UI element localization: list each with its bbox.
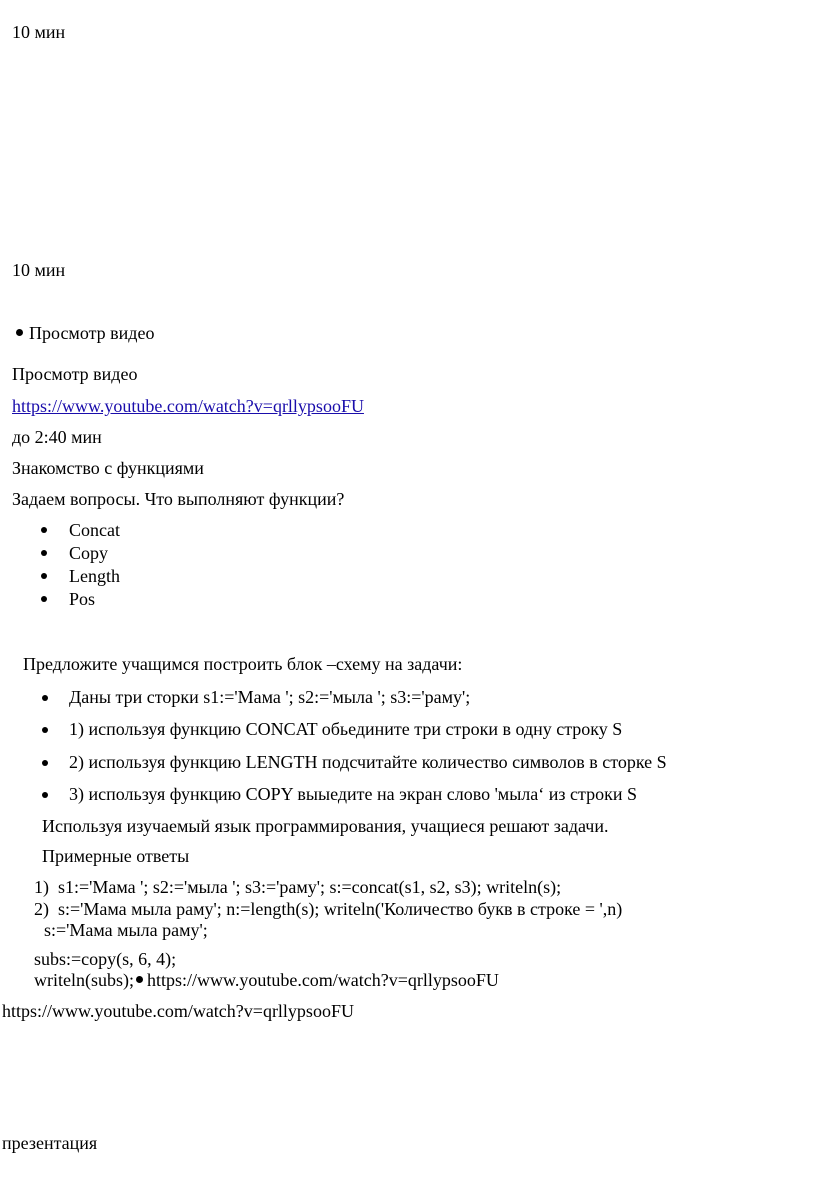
time-label: 10 мин: [12, 22, 66, 42]
time-label: 10 мин: [12, 260, 66, 280]
bottom-link[interactable]: https://www.youtube.com/watch?v=qrllypsooFU: [2, 1001, 354, 1021]
task-item: 3) используя функцию COPY выыедите на экран слово 'мыла‘ из строки S: [69, 784, 637, 804]
answers-title: Примерные ответы: [42, 846, 190, 866]
bullet-icon: [41, 527, 47, 533]
inline-link[interactable]: https://www.youtube.com/watch?v=qrllypsooFU: [146, 970, 499, 990]
bullet-heading: [16, 322, 154, 344]
bullet-icon: [42, 792, 48, 798]
bullet-icon: [136, 976, 143, 983]
answer-number: 1): [34, 877, 49, 897]
task-item: Даны три сторки s1:='Мама '; s2:='мыла '; s3:='раму';: [69, 687, 471, 707]
answer-text: s:='Мама мыла раму'; n:=length(s); writeln('Количество букв в строке = ',n): [58, 899, 623, 919]
bullet-heading-text: Просмотр видео: [29, 323, 155, 343]
answer-number: 2): [34, 899, 49, 919]
bullet-icon: [41, 596, 47, 602]
answer-item: [34, 876, 561, 898]
function-item: Length: [69, 566, 120, 586]
answer-item: [34, 898, 622, 920]
video-link[interactable]: https://www.youtube.com/watch?v=qrllypsooFU: [12, 396, 364, 416]
bullet-icon: [16, 329, 23, 336]
until-time: до 2:40 мин: [12, 427, 102, 447]
task-intro: Предложите учащимся построить блок –схему на задачи:: [23, 654, 463, 674]
answer-text: s1:='Мама '; s2:='мыла '; s3:='раму'; s:=concat(s1, s2, s3); writeln(s);: [58, 877, 562, 897]
task-item: 1) используя функцию CONCAT обьедините три строки в одну строку S: [69, 719, 623, 739]
task-item: 2) используя функцию LENGTH подсчитайте количество символов в сторке S: [69, 752, 667, 772]
answer-line: s:='Мама мыла раму';: [44, 920, 208, 940]
answer-line: subs:=copy(s, 6, 4);: [34, 949, 177, 969]
questions: Задаем вопросы. Что выполняют функции?: [12, 489, 345, 509]
answer-line-text: writeln(subs);: [34, 970, 134, 990]
solve-note: Используя изучаемый язык программирования, учащиеся решают задачи.: [42, 816, 609, 836]
function-item: Pos: [69, 589, 96, 609]
function-item: Concat: [69, 520, 120, 540]
presentation-label: презентация: [2, 1133, 98, 1153]
bullet-icon: [42, 760, 48, 766]
answer-line: [34, 969, 499, 991]
bullet-icon: [42, 695, 48, 701]
bullet-icon: [41, 573, 47, 579]
video-label: Просмотр видео: [12, 364, 138, 384]
bullet-icon: [41, 550, 47, 556]
bullet-icon: [42, 727, 48, 733]
intro-functions: Знакомство с функциями: [12, 458, 204, 478]
function-item: Copy: [69, 543, 109, 563]
